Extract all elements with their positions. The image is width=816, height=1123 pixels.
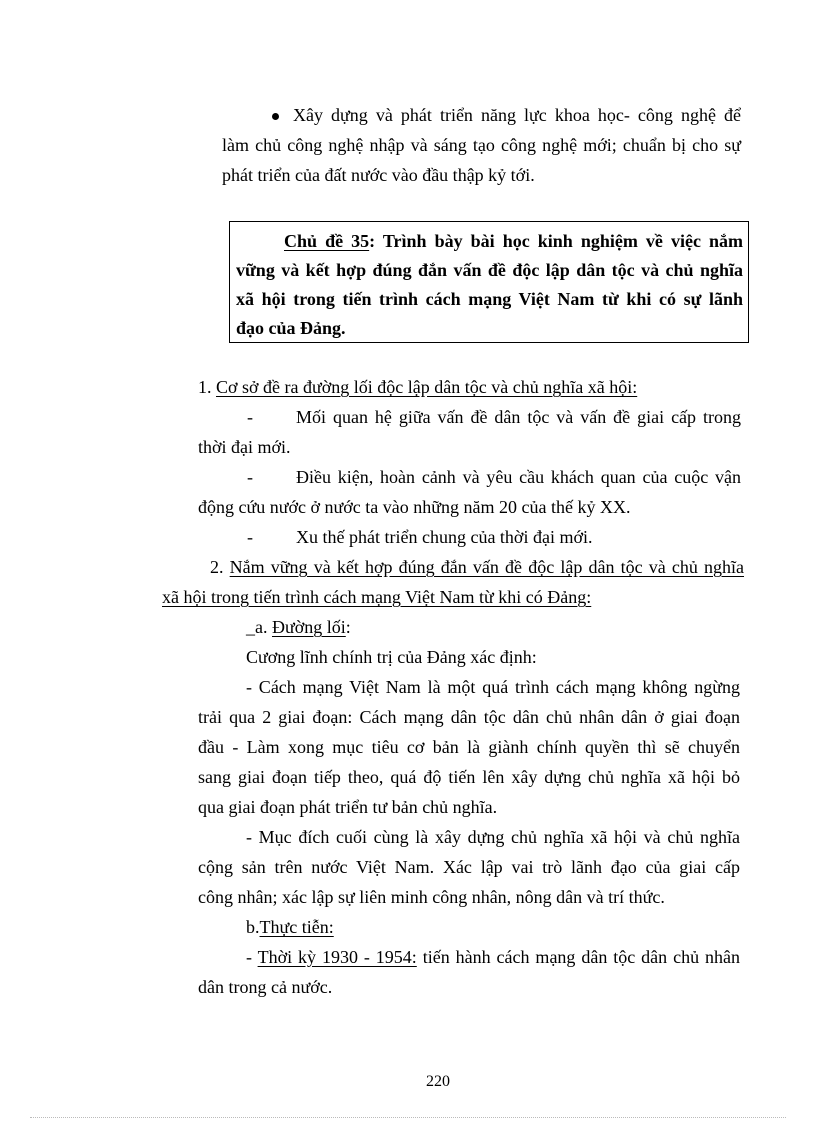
subsection-a-heading <box>246 612 351 642</box>
dash-1: - <box>247 407 253 427</box>
intro-line: Cương lĩnh chính trị của Đảng xác định: <box>246 647 537 667</box>
topic-line-4: đạo của Đảng. <box>236 318 346 338</box>
subsection-b-label: b. <box>246 917 260 937</box>
bullet-icon <box>272 113 279 120</box>
section2-heading-line2 <box>162 582 591 612</box>
subsection-a-label: a. <box>255 617 272 637</box>
section1-number: 1. <box>198 377 216 397</box>
section2-title-1: Nắm vững và kết hợp đúng đắn vấn đề độc lập dân tộc và chủ nghĩa <box>229 557 745 577</box>
p3-dash: - <box>246 947 258 967</box>
p2-line-2: cộng sản trên nước Việt Nam. Xác lập vai trò lãnh đạo của giai cấp <box>198 857 740 877</box>
p3-rest: tiến hành cách mạng dân tộc dân chủ nhân <box>416 947 740 967</box>
topic-line-2: vững và kết hợp đúng đắn vấn đề độc lập dân tộc và chủ nghĩa <box>236 260 743 280</box>
dash-2: - <box>247 467 253 487</box>
p1-line-2: trải qua 2 giai đoạn: Cách mạng dân tộc dân chủ nhân dân ở giai đoạn <box>198 707 740 727</box>
p2-line-1: - Mục đích cuối cùng là xây dựng chủ nghĩa xã hội và chủ nghĩa <box>246 827 740 847</box>
page-number: 220 <box>426 1073 450 1090</box>
subsection-b-title: Thực tiễn: <box>259 917 334 937</box>
p3-line-2: dân trong cả nước. <box>198 977 333 997</box>
subsection-a-colon: : <box>345 617 351 637</box>
topic-box <box>229 221 749 343</box>
section2-title-2: xã hội trong tiến trình cách mạng Việt Nam từ khi có Đảng: <box>162 587 592 607</box>
topic-label: Chủ đề 35 <box>284 231 370 251</box>
section2-number: 2. <box>210 557 230 577</box>
page-bottom-divider <box>30 1117 786 1118</box>
subsection-a-title: Đường lối <box>272 617 346 637</box>
p1-line-3: đầu - Làm xong mục tiêu cơ bản là giành chính quyền thì sẽ chuyển <box>198 737 740 757</box>
bullet-line-1: Xây dựng và phát triển năng lực khoa học- công nghệ để <box>293 105 741 125</box>
subsection-a-prefix: _ <box>246 617 255 637</box>
topic-line-1-rest: : Trình bày bài học kinh nghiệm về việc nắm <box>369 231 743 251</box>
section1-item1-line2: thời đại mới. <box>198 437 291 457</box>
p3-line-1 <box>246 942 740 972</box>
section1-heading <box>198 372 637 402</box>
section1-item2-line2: động cứu nước ở nước ta vào những năm 20 của thế kỷ XX. <box>198 497 631 517</box>
section1-item1-line1: Mối quan hệ giữa vấn đề dân tộc và vấn đề giai cấp trong <box>296 407 741 427</box>
section1-item3: Xu thế phát triển chung của thời đại mới. <box>296 527 593 547</box>
subsection-b-heading <box>246 912 334 942</box>
p3-period: Thời kỳ 1930 - 1954: <box>257 947 417 967</box>
p1-line-4: sang giai đoạn tiếp theo, quá độ tiến lên xây dựng chủ nghĩa xã hội bỏ <box>198 767 740 787</box>
section1-title: Cơ sở đề ra đường lối độc lập dân tộc và chủ nghĩa xã hội: <box>216 377 638 397</box>
p2-line-3: công nhân; xác lập sự liên minh công nhân, nông dân và trí thức. <box>198 887 665 907</box>
p1-line-1: - Cách mạng Việt Nam là một quá trình cách mạng không ngừng <box>246 677 740 697</box>
section1-item2-line1: Điều kiện, hoàn cảnh và yêu cầu khách quan của cuộc vận <box>296 467 741 487</box>
bullet-line-3: phát triển của đất nước vào đầu thập kỷ tới. <box>222 165 535 185</box>
topic-line-1 <box>284 226 743 256</box>
section2-heading-line1 <box>210 552 744 582</box>
p1-line-5: qua giai đoạn phát triển tư bản chủ nghĩa. <box>198 797 498 817</box>
bullet-line-2: làm chủ công nghệ nhập và sáng tạo công nghệ mới; chuẩn bị cho sự <box>222 135 741 155</box>
dash-3: - <box>247 527 253 547</box>
topic-line-3: xã hội trong tiến trình cách mạng Việt Nam từ khi có sự lãnh <box>236 289 743 309</box>
